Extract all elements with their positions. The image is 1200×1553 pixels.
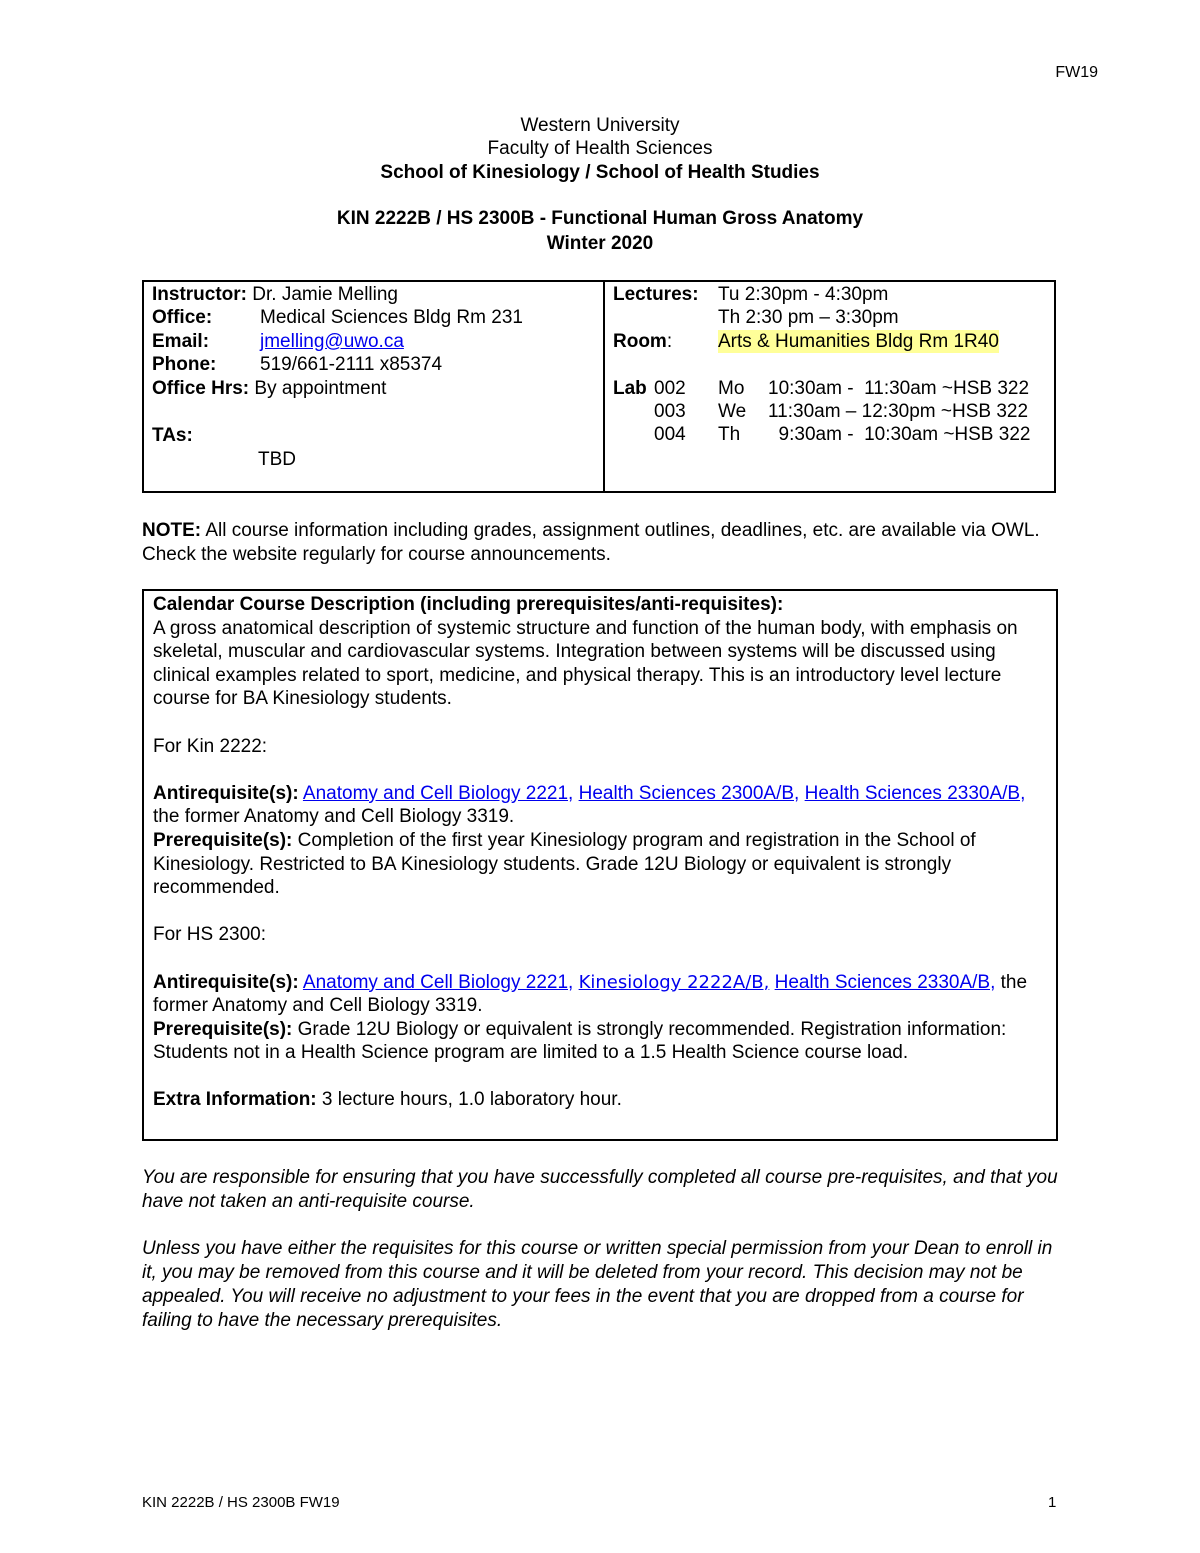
antireq-link[interactable]: Anatomy and Cell Biology 2221, xyxy=(302,782,574,804)
school-name: School of Kinesiology / School of Health Studies xyxy=(380,162,820,183)
office-label: Office: xyxy=(152,307,213,328)
lab-time: 11:30am – 12:30pm ~HSB 322 xyxy=(768,401,1029,422)
tas-value: TBD xyxy=(258,449,296,470)
office-value: Medical Sciences Bldg Rm 231 xyxy=(260,307,523,328)
office-row xyxy=(152,306,212,329)
phone-row xyxy=(152,353,216,376)
instructor-row xyxy=(152,283,398,306)
antireq-link[interactable]: Health Sciences 2330A/B, xyxy=(804,782,1026,804)
kin-antirequisites: Antirequisite(s): Anatomy and Cell Biology 2221, Health Sciences 2300A/B, Health Sciences 2330A/B, the former Anatomy and Cell Biology 3319. xyxy=(153,782,1026,828)
header-code: FW19 xyxy=(1055,64,1098,81)
extra-information: Extra Information: 3 lecture hours, 1.0 laboratory hour. xyxy=(153,1089,622,1111)
course-description-box xyxy=(142,589,1058,1141)
lab-day: Mo xyxy=(718,378,745,399)
antireq-link[interactable]: Health Sciences 2300A/B, xyxy=(578,782,800,804)
course-title: KIN 2222B / HS 2300B - Functional Human Gross Anatomy xyxy=(336,208,864,229)
room-label: Room: xyxy=(613,331,673,352)
lab-label: Lab xyxy=(613,378,647,399)
lecture-time-2: Th 2:30 pm – 3:30pm xyxy=(718,307,899,328)
removal-warning-note: Unless you have either the requisites for this course or written special permission from your Dean to enroll in it, you may be removed from this course and it will be deleted from your record. This decision may not be appealed. You will receive no adjustment to your fees in the event that you are dropped from a course for failing to have the necessary prerequisites. xyxy=(142,1238,1053,1331)
email-link[interactable]: jmelling@uwo.ca xyxy=(260,331,404,352)
office-hours-label: Office Hrs: xyxy=(152,378,250,399)
office-hours-value: By appointment xyxy=(254,378,387,399)
room-value: Arts & Humanities Bldg Rm 1R40 xyxy=(718,331,999,352)
note-label: NOTE: xyxy=(142,520,202,541)
antireq-link[interactable]: Health Sciences 2330A/B, xyxy=(774,971,996,993)
email-row xyxy=(152,330,209,353)
antireq-link[interactable]: Anatomy and Cell Biology 2221, xyxy=(302,971,574,993)
lectures-label: Lectures: xyxy=(613,284,699,305)
lab-section: 002 xyxy=(654,378,686,399)
lab-day: We xyxy=(718,401,747,422)
instructor-value: Dr. Jamie Melling xyxy=(252,284,398,305)
lab-section: 003 xyxy=(654,401,686,422)
course-info-table xyxy=(142,280,1056,493)
lab-section: 004 xyxy=(654,424,686,445)
footer-course-code: KIN 2222B / HS 2300B FW19 xyxy=(142,1494,340,1511)
phone-value: 519/661-2111 x85374 xyxy=(260,354,443,375)
lecture-time-1: Tu 2:30pm - 4:30pm xyxy=(718,284,889,305)
lab-day: Th xyxy=(718,424,741,445)
phone-label: Phone: xyxy=(152,354,217,375)
kin-prerequisites: Prerequisite(s): Completion of the first year Kinesiology program and registration in the School of Kinesiology. Restricted to BA Kinesiology students. Grade 12U Biology or equivalent is strongly recommended. xyxy=(153,829,976,899)
owl-note xyxy=(142,519,1062,567)
description-body: A gross anatomical description of systemic structure and function of the human body, with emphasis on skeletal, muscular and cardiovascular systems. Integration between systems will be discussed using clinical examples related to sport, medicine, and physical therapy. This is an introductory level lecture course for BA Kinesiology students. xyxy=(153,617,1018,710)
email-label: Email: xyxy=(152,331,210,352)
hs-prerequisites: Prerequisite(s): Grade 12U Biology or equivalent is strongly recommended. Registration information: Students not in a Health Science program are limited to a 1.5 Health Science course load. xyxy=(153,1018,1007,1064)
instructor-label: Instructor: xyxy=(152,284,247,305)
course-term: Winter 2020 xyxy=(546,233,654,254)
hs-antirequisites: Antirequisite(s): Anatomy and Cell Biology 2221, Kinesiology 2222A/B, Health Sciences 2330A/B, the former Anatomy and Cell Biology 3319. xyxy=(153,971,1028,1017)
antireq-link[interactable]: Kinesiology 2222A/B, xyxy=(578,971,770,993)
university-name: Western University xyxy=(520,115,680,136)
description-heading: Calendar Course Description (including prerequisites/anti-requisites): xyxy=(153,594,784,615)
hs-heading: For HS 2300: xyxy=(153,924,266,946)
office-hours-row xyxy=(152,377,386,400)
lab-time: 9:30am - 10:30am ~HSB 322 xyxy=(768,424,1031,445)
page-number: 1 xyxy=(1048,1494,1057,1511)
lab-time: 10:30am - 11:30am ~HSB 322 xyxy=(768,378,1030,399)
kin-heading: For Kin 2222: xyxy=(153,735,268,757)
table-divider xyxy=(603,282,605,491)
tas-label: TAs: xyxy=(152,425,193,446)
prerequisite-responsibility-note: You are responsible for ensuring that you have successfully completed all course pre-requisites, and that you have not taken an anti-requisite course. xyxy=(142,1167,1058,1212)
faculty-name: Faculty of Health Sciences xyxy=(487,138,713,159)
note-text: All course information including grades, assignment outlines, deadlines, etc. are available via OWL. Check the website regularly for course announcements. xyxy=(142,520,1040,565)
